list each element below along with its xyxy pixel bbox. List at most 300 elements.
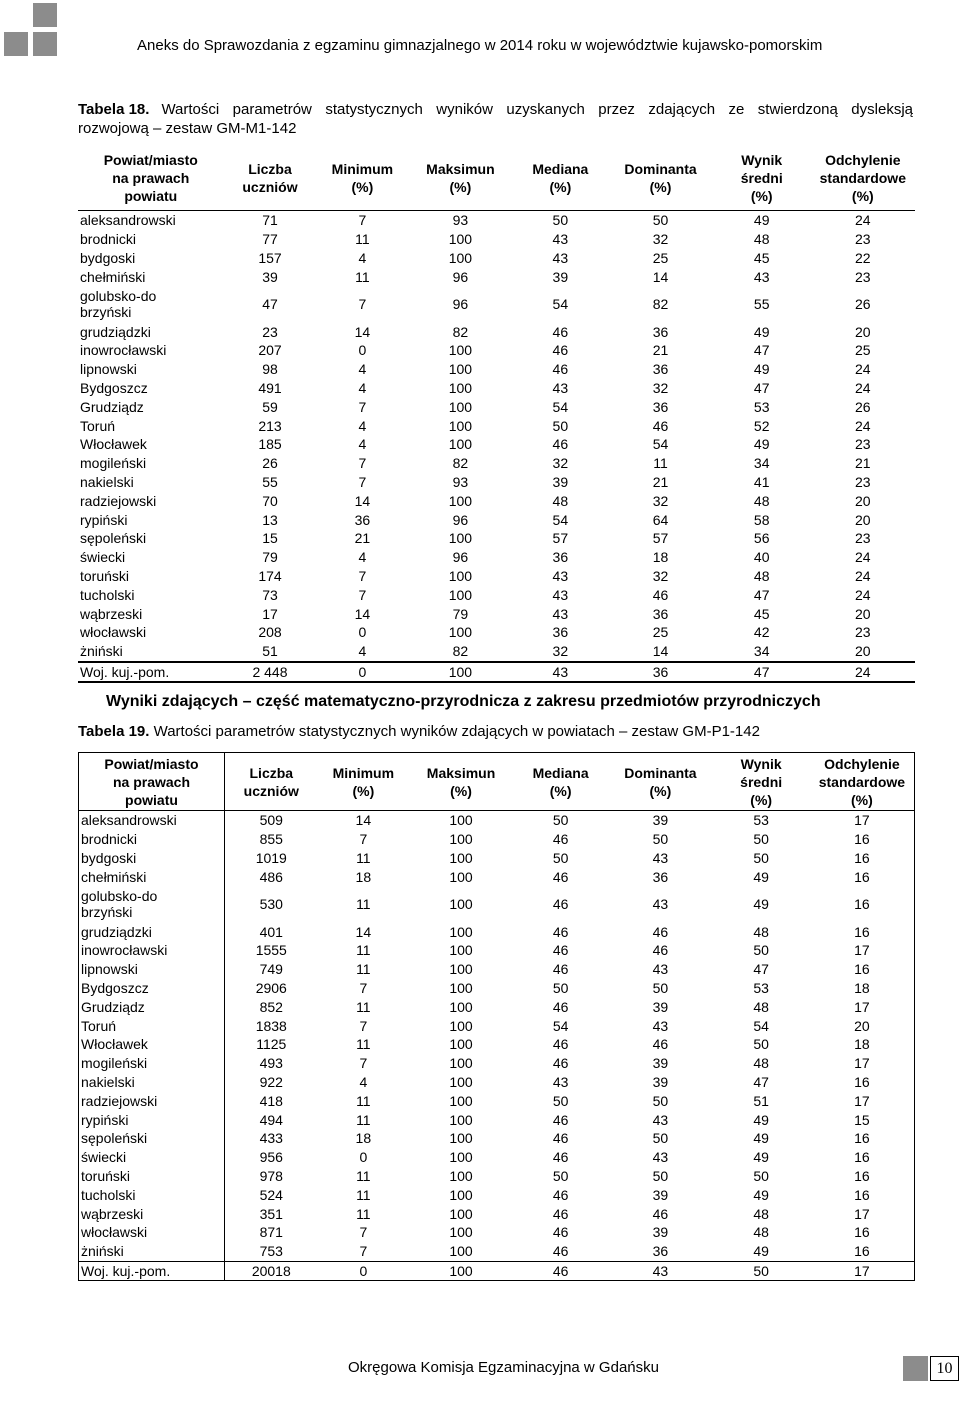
table-cell: 26 <box>855 296 871 313</box>
table-row <box>78 249 915 268</box>
header-logo-square <box>33 32 57 56</box>
table-cell: 39 <box>652 1224 669 1241</box>
table-cell: 16 <box>854 831 870 848</box>
table-cell: 11 <box>356 896 371 913</box>
table-cell: 24 <box>855 212 871 229</box>
table-row <box>78 604 915 623</box>
table-cell: 48 <box>753 567 770 584</box>
table-cell: 36 <box>552 549 569 566</box>
table-cell: 46 <box>552 1055 569 1072</box>
table-row <box>78 341 915 360</box>
table-cell: 96 <box>452 549 469 566</box>
table-cell: 14 <box>355 812 372 829</box>
table-cell: 50 <box>753 942 769 959</box>
table-cell: 11 <box>356 1205 371 1222</box>
table-cell: 25 <box>652 624 669 641</box>
table-cell: 50 <box>753 849 769 866</box>
column-header-line: (%) <box>549 179 572 195</box>
table-cell: 1555 <box>255 942 287 959</box>
column-header-line: Odchylenie <box>825 152 901 168</box>
table-cell: 49 <box>753 1149 769 1166</box>
row-label: wąbrzeski <box>79 1204 225 1223</box>
table-cell: 47 <box>753 586 770 603</box>
table-cell: 11 <box>653 455 668 472</box>
table-cell: 4 <box>358 436 367 453</box>
table-cell: 71 <box>262 212 278 229</box>
table-row <box>78 529 915 548</box>
footer-square <box>903 1356 928 1381</box>
row-label: chełmiński <box>80 268 146 285</box>
table-cell: 41 <box>753 473 770 490</box>
row-label: nakielski <box>80 473 134 490</box>
table-cell: 93 <box>452 212 469 229</box>
table-cell: 2 448 <box>224 662 317 683</box>
row-label: Woj. kuj.-pom. <box>78 662 224 683</box>
table-header-row <box>79 753 915 811</box>
table-cell: 100 <box>448 361 473 378</box>
table-cell: 26 <box>262 455 278 472</box>
table-cell: 46 <box>552 436 569 453</box>
table-cell: 17 <box>854 942 870 959</box>
table-cell: 4 <box>358 417 367 434</box>
table-row <box>78 211 915 230</box>
column-header-c1 <box>225 753 318 811</box>
table-cell: 49 <box>753 436 770 453</box>
table-cell: 24 <box>855 417 871 434</box>
table-cell: 46 <box>513 1261 608 1281</box>
table-cell: 7 <box>359 979 368 996</box>
table-cell: 82 <box>452 323 469 340</box>
table-cell: 16 <box>854 1186 870 1203</box>
table-row <box>79 922 915 941</box>
header-logo-square <box>4 32 28 56</box>
table-cell: 433 <box>259 1130 283 1147</box>
column-header-line: Minimum <box>331 161 394 177</box>
table-cell: 46 <box>652 923 669 940</box>
table-cell: 24 <box>855 586 871 603</box>
table-cell: 54 <box>552 1017 569 1034</box>
table-cell: 49 <box>753 212 770 229</box>
table-cell: 11 <box>356 961 371 978</box>
table-cell: 46 <box>552 923 569 940</box>
row-label: chełmiński <box>79 867 225 886</box>
table-cell: 46 <box>552 1224 569 1241</box>
table-cell: 43 <box>652 961 669 978</box>
column-header-line: Liczba <box>249 764 294 781</box>
table-row <box>79 979 915 998</box>
table-header-row <box>78 146 915 211</box>
table-cell: 4 <box>358 643 367 660</box>
table-row <box>78 267 915 286</box>
table-cell: 49 <box>753 1243 769 1260</box>
table-cell: 16 <box>854 868 870 885</box>
table-cell: 4 <box>358 249 367 266</box>
table-cell: 7 <box>359 1055 368 1072</box>
column-header-line: Minimum <box>332 764 395 781</box>
row-label: toruński <box>79 1167 225 1186</box>
table-cell: 24 <box>855 549 871 566</box>
table-cell: 18 <box>854 979 870 996</box>
table-cell: 23 <box>855 473 871 490</box>
column-header-line: powiatu <box>124 188 178 204</box>
table-row <box>78 379 915 398</box>
row-label: radziejowski <box>80 492 157 509</box>
table-cell: 32 <box>652 379 669 396</box>
table-cell: 57 <box>552 530 569 547</box>
table-cell: 7 <box>358 212 367 229</box>
column-header-c6 <box>713 753 810 811</box>
table-cell: 23 <box>855 624 871 641</box>
column-header-line: (%) <box>352 782 375 799</box>
table-cell: 34 <box>753 643 770 660</box>
table-cell: 16 <box>854 1130 870 1147</box>
table-row <box>79 960 915 979</box>
column-header-line: (%) <box>851 188 874 204</box>
table-row <box>78 435 915 454</box>
table-row <box>79 1129 915 1148</box>
table-cell: 36 <box>552 624 569 641</box>
table-cell: 82 <box>452 455 469 472</box>
table-cell: 100 <box>449 1130 473 1147</box>
table-cell: 16 <box>854 1073 870 1090</box>
table-cell: 11 <box>356 1092 371 1109</box>
table-cell: 100 <box>449 896 473 913</box>
table-row <box>78 642 915 662</box>
table-cell: 11 <box>356 998 371 1015</box>
column-header-line: (%) <box>450 782 472 799</box>
table-cell: 46 <box>552 323 569 340</box>
column-header-line: (%) <box>449 179 472 195</box>
table-row <box>78 510 915 529</box>
table-cell: 208 <box>258 624 282 641</box>
table-row <box>78 454 915 473</box>
row-label: Bydgoszcz <box>79 979 225 998</box>
column-header-line: standardowe <box>818 773 906 790</box>
row-label: Bydgoszcz <box>80 379 148 396</box>
table-cell: 96 <box>452 296 469 313</box>
table-row <box>79 997 915 1016</box>
table-row <box>79 1148 915 1167</box>
table-cell: 50 <box>552 212 569 229</box>
row-label: brodnicki <box>80 231 137 248</box>
table-cell: 42 <box>753 624 770 641</box>
table-cell: 4 <box>358 361 367 378</box>
row-label: mogileński <box>80 455 147 472</box>
column-header-line: standardowe <box>819 170 906 186</box>
table-cell: 23 <box>855 231 871 248</box>
table-cell: 14 <box>354 323 371 340</box>
table-cell: 49 <box>753 896 769 913</box>
table-cell: 73 <box>262 586 278 603</box>
table18-label: Tabela 18. <box>78 101 150 118</box>
table-cell: 14 <box>652 268 669 285</box>
table-cell: 46 <box>552 1111 569 1128</box>
table-cell: 1019 <box>255 849 287 866</box>
column-header-c7 <box>810 753 915 811</box>
table-cell: 50 <box>753 831 769 848</box>
row-label <box>79 886 225 922</box>
table-row <box>79 1167 915 1186</box>
table-cell: 18 <box>355 868 372 885</box>
table-cell: 46 <box>552 1149 569 1166</box>
table-total-row <box>79 1261 915 1281</box>
table-row <box>79 1242 915 1261</box>
table-cell: 7 <box>358 296 367 313</box>
table19-label: Tabela 19. <box>78 723 150 740</box>
table-cell: 16 <box>854 961 870 978</box>
table-cell: 922 <box>259 1073 283 1090</box>
table-cell: 46 <box>552 868 569 885</box>
table-cell: 100 <box>409 1261 513 1281</box>
table-row <box>79 886 915 922</box>
row-label: rypiński <box>80 511 128 528</box>
column-header-c2 <box>318 753 410 811</box>
section-title: Wyniki zdających – część matematyczno-przyrodnicza z zakresu przedmiotów przyrodniczych <box>106 693 821 710</box>
table-cell: 36 <box>608 662 713 683</box>
table-cell: 39 <box>652 998 669 1015</box>
table-cell: 100 <box>448 567 473 584</box>
table-cell: 20 <box>855 511 871 528</box>
table-cell: 22 <box>855 249 871 266</box>
table-cell: 1125 <box>256 1036 287 1053</box>
table-row <box>79 1091 915 1110</box>
table-cell: 17 <box>810 1261 915 1281</box>
table-cell: 46 <box>552 896 569 913</box>
table-cell: 753 <box>259 1243 283 1260</box>
table-cell: 36 <box>354 511 371 528</box>
column-header-line: na prawach <box>112 773 191 790</box>
table-cell: 50 <box>652 979 669 996</box>
table-cell: 50 <box>753 1167 769 1184</box>
column-header-c1 <box>224 146 317 211</box>
table-cell: 20 <box>855 643 871 660</box>
column-header-line: Powiat/miasto <box>104 755 199 772</box>
table-cell: 46 <box>652 586 669 603</box>
table-cell: 978 <box>259 1167 283 1184</box>
table-cell: 16 <box>854 849 870 866</box>
table-cell: 100 <box>449 812 473 829</box>
table-cell: 47 <box>753 961 769 978</box>
table-cell: 16 <box>854 923 870 940</box>
table-cell: 39 <box>262 268 278 285</box>
table-cell: 0 <box>358 342 367 359</box>
table-cell: 18 <box>652 549 669 566</box>
table-cell: 24 <box>855 379 871 396</box>
table-cell: 11 <box>356 1186 371 1203</box>
row-label: włocławski <box>80 624 147 641</box>
table-cell: 36 <box>652 1243 669 1260</box>
table-row <box>78 623 915 642</box>
table-cell: 43 <box>552 567 569 584</box>
table-cell: 52 <box>753 417 770 434</box>
table-cell: 54 <box>552 398 569 415</box>
table-cell: 36 <box>652 323 669 340</box>
table-cell: 4 <box>358 379 367 396</box>
table-cell: 32 <box>552 643 569 660</box>
table-cell: 43 <box>552 586 569 603</box>
table-cell: 48 <box>753 492 770 509</box>
table-cell: 11 <box>355 268 370 285</box>
table-cell: 46 <box>652 1036 669 1053</box>
table-cell: 53 <box>753 979 769 996</box>
table-cell: 43 <box>652 1111 669 1128</box>
table-cell: 14 <box>354 605 371 622</box>
table-cell: 14 <box>354 492 371 509</box>
table-cell: 100 <box>449 868 473 885</box>
table-cell: 32 <box>652 231 669 248</box>
table-cell: 100 <box>449 961 473 978</box>
table-cell: 79 <box>452 605 469 622</box>
table-cell: 16 <box>854 1224 870 1241</box>
table-row <box>78 360 915 379</box>
column-header-line: uczniów <box>243 782 299 799</box>
table-cell: 509 <box>259 812 283 829</box>
row-label: świecki <box>79 1148 225 1167</box>
table-cell: 157 <box>258 249 282 266</box>
table-cell: 55 <box>753 296 770 313</box>
table-cell: 494 <box>259 1111 283 1128</box>
row-label: tucholski <box>80 586 135 603</box>
table-row <box>78 473 915 492</box>
column-header-line: Mediana <box>532 161 589 177</box>
table-row <box>79 1035 915 1054</box>
row-label: Toruń <box>79 1016 225 1035</box>
table-cell: 21 <box>855 455 871 472</box>
table-cell: 486 <box>259 868 283 885</box>
row-label: sępoleński <box>80 530 147 547</box>
row-label: świecki <box>80 549 126 566</box>
table-cell: 56 <box>753 530 770 547</box>
table-cell: 36 <box>652 398 669 415</box>
table-cell: 100 <box>448 342 473 359</box>
table-cell: 51 <box>262 643 278 660</box>
row-label: aleksandrowski <box>80 212 176 229</box>
table-cell: 16 <box>854 1243 870 1260</box>
table-cell: 48 <box>753 1205 769 1222</box>
table-cell: 46 <box>552 961 569 978</box>
table-row <box>79 1223 915 1242</box>
table-cell: 96 <box>452 268 469 285</box>
row-label-text: golubsko-dobrzyński <box>81 888 158 921</box>
table-cell: 25 <box>855 342 871 359</box>
column-header-line: (%) <box>750 791 773 808</box>
table-cell: 100 <box>449 1073 473 1090</box>
table-cell: 50 <box>652 831 669 848</box>
table-cell: 49 <box>753 868 769 885</box>
table-cell: 17 <box>262 605 278 622</box>
table-cell: 16 <box>854 896 870 913</box>
table-cell: 100 <box>449 998 473 1015</box>
table19-caption-text: Wartości parametrów statystycznych wyników zdających w powiatach – zestaw GM-P1-142 <box>153 723 760 740</box>
table19 <box>78 752 915 1281</box>
table-cell: 100 <box>449 1243 473 1260</box>
row-label: Włocławek <box>80 436 147 453</box>
table-cell: 49 <box>753 361 770 378</box>
table-cell: 23 <box>855 268 871 285</box>
column-header-c3 <box>408 146 512 211</box>
table-cell: 48 <box>753 923 769 940</box>
column-header-line: Liczba <box>248 161 292 177</box>
table-cell: 32 <box>652 567 669 584</box>
table-cell: 54 <box>652 436 669 453</box>
table-cell: 39 <box>552 268 569 285</box>
table-cell: 43 <box>552 605 569 622</box>
table18-caption-line2: rozwojową – zestaw GM-M1-142 <box>78 120 297 137</box>
table-cell: 50 <box>652 1092 669 1109</box>
table-cell: 100 <box>449 831 473 848</box>
table-cell: 43 <box>512 662 608 683</box>
table19-caption <box>78 722 760 741</box>
table-cell: 25 <box>652 249 669 266</box>
column-header-line: na prawach <box>112 170 190 186</box>
table-cell: 852 <box>259 998 283 1015</box>
table-cell: 17 <box>854 1205 870 1222</box>
table-cell: 50 <box>652 1130 669 1147</box>
table-cell: 956 <box>259 1149 283 1166</box>
table-cell: 0 <box>359 1149 368 1166</box>
table-row <box>79 867 915 886</box>
row-label: włocławski <box>79 1223 225 1242</box>
column-header-line: Wynik <box>741 152 783 168</box>
table18 <box>78 146 915 683</box>
table-total-row <box>78 662 915 683</box>
table-cell: 32 <box>552 455 569 472</box>
row-label: wąbrzeski <box>80 605 143 622</box>
page-header: Aneks do Sprawozdania z egzaminu gimnazjalnego w 2014 roku w województwie kujawsko-pomorskim <box>137 37 823 54</box>
table-cell: 7 <box>359 831 368 848</box>
page-number: 10 <box>930 1356 959 1381</box>
row-label <box>78 286 224 322</box>
table-cell: 100 <box>449 1205 473 1222</box>
table-cell: 39 <box>652 1186 669 1203</box>
row-label: Włocławek <box>79 1035 225 1054</box>
table-cell: 49 <box>753 1130 769 1147</box>
table-cell: 0 <box>316 662 408 683</box>
table-cell: 100 <box>408 662 512 683</box>
table-cell: 45 <box>753 249 770 266</box>
column-header-c6 <box>713 146 811 211</box>
table-cell: 855 <box>259 831 283 848</box>
table-cell: 23 <box>855 530 871 547</box>
row-label: Woj. kuj.-pom. <box>79 1261 225 1281</box>
table-cell: 50 <box>652 1167 669 1184</box>
table-cell: 100 <box>448 586 473 603</box>
column-header-line: (%) <box>750 188 773 204</box>
table18-caption-line1: Wartości parametrów statystycznych wyników uzyskanych przez zdających ze stwierdzoną dysleksją <box>161 101 913 118</box>
table-cell: 43 <box>552 249 569 266</box>
table-cell: 57 <box>652 530 669 547</box>
table-cell: 51 <box>753 1092 769 1109</box>
table-cell: 17 <box>854 1092 870 1109</box>
table-cell: 100 <box>449 849 473 866</box>
table-cell: 43 <box>552 379 569 396</box>
table-cell: 46 <box>652 942 669 959</box>
table-row <box>78 491 915 510</box>
row-label: inowrocławski <box>79 941 225 960</box>
table-cell: 50 <box>552 417 569 434</box>
table-cell: 100 <box>448 530 473 547</box>
table-cell: 17 <box>854 1055 870 1072</box>
row-label: grudziądzki <box>80 323 151 340</box>
table-row <box>78 230 915 249</box>
table-cell: 45 <box>753 605 770 622</box>
table-cell: 48 <box>753 1055 769 1072</box>
table-cell: 14 <box>355 923 372 940</box>
column-header-c3 <box>409 753 513 811</box>
row-label: toruński <box>80 567 130 584</box>
table-cell: 7 <box>359 1017 368 1034</box>
table-cell: 7 <box>358 473 367 490</box>
